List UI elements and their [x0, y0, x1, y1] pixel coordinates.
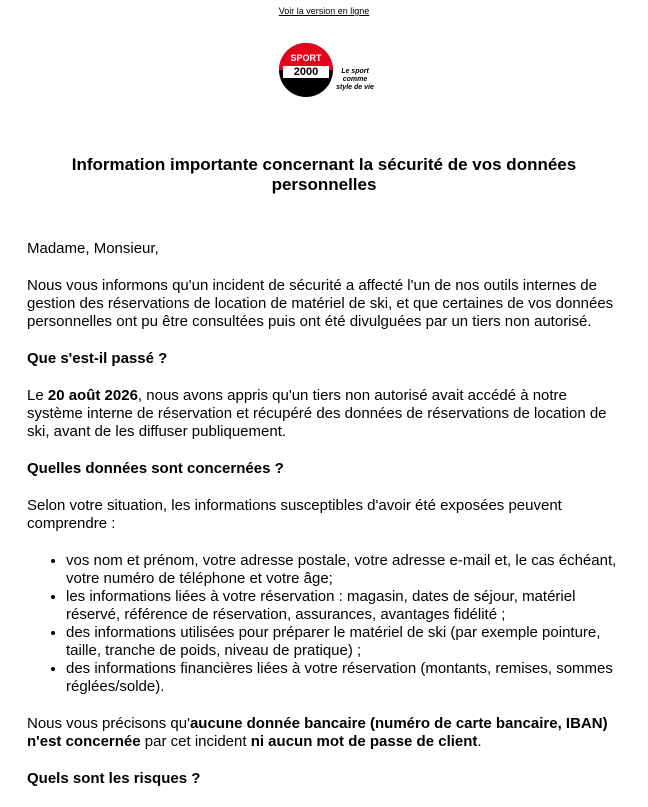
list-item: • les informations liées à votre réservation : magasin, dates de séjour, matériel réservé, référence de réservation, assurances, avantages fidélité ;: [66, 588, 622, 624]
list-item: • des informations utilisées pour préparer le matériel de ski (par exemple pointure, taille, tranche de poids, niveau de pratique) ;: [66, 624, 622, 660]
sport2000-logo: [279, 43, 389, 99]
list-item: • vos nom et prénom, votre adresse postale, votre adresse e-mail et, le cas échéant, votre numéro de téléphone et votre âge;: [66, 552, 622, 588]
greeting: Madame, Monsieur,: [27, 240, 159, 257]
section-heading-what-happened: Que s'est-il passé ?: [27, 350, 168, 367]
data-concerned-intro: Selon votre situation, les informations susceptibles d'avoir été exposées peuvent comprendre :: [27, 497, 562, 532]
email-body: [27, 240, 622, 807]
what-happened-paragraph: Le 20 août 2026, nous avons appris qu'un tiers non autorisé avait accédé à notre système interne de réservation et récupéré des données de réservations de location de ski, avant de les diffuser publiquement.: [27, 387, 607, 440]
section-heading-data-concerned: Quelles données sont concernées ?: [27, 460, 284, 477]
data-list: [27, 552, 622, 696]
logo-tagline: Le sport comme style de vie: [336, 68, 374, 91]
section-heading-risks: Quels sont les risques ?: [27, 770, 201, 787]
page-title: Information importante concernant la sécurité de vos données personnelles: [71, 155, 577, 194]
logo-brand-line2: 2000: [283, 66, 329, 78]
intro-paragraph: Nous vous informons qu'un incident de sécurité a affecté l'un de nos outils internes de gestion des réservations de location de matériel de ski, et que certaines de vos données personnelles ont pu être consultées puis ont été divulguées par un tiers non autorisé.: [27, 277, 614, 330]
list-item: • des informations financières liées à votre réservation (montants, remises, sommes réglées/solde).: [66, 660, 622, 696]
logo-brand-line1: SPORT: [290, 53, 322, 63]
view-online-link[interactable]: Voir la version en ligne: [278, 6, 370, 16]
no-bank-data-note: Nous vous précisons qu'aucune donnée bancaire (numéro de carte bancaire, IBAN) n'est concernée par cet incident ni aucun mot de passe de client.: [27, 715, 608, 750]
preheader: [0, 6, 648, 16]
incident-date: 20 août 2026: [47, 387, 138, 404]
